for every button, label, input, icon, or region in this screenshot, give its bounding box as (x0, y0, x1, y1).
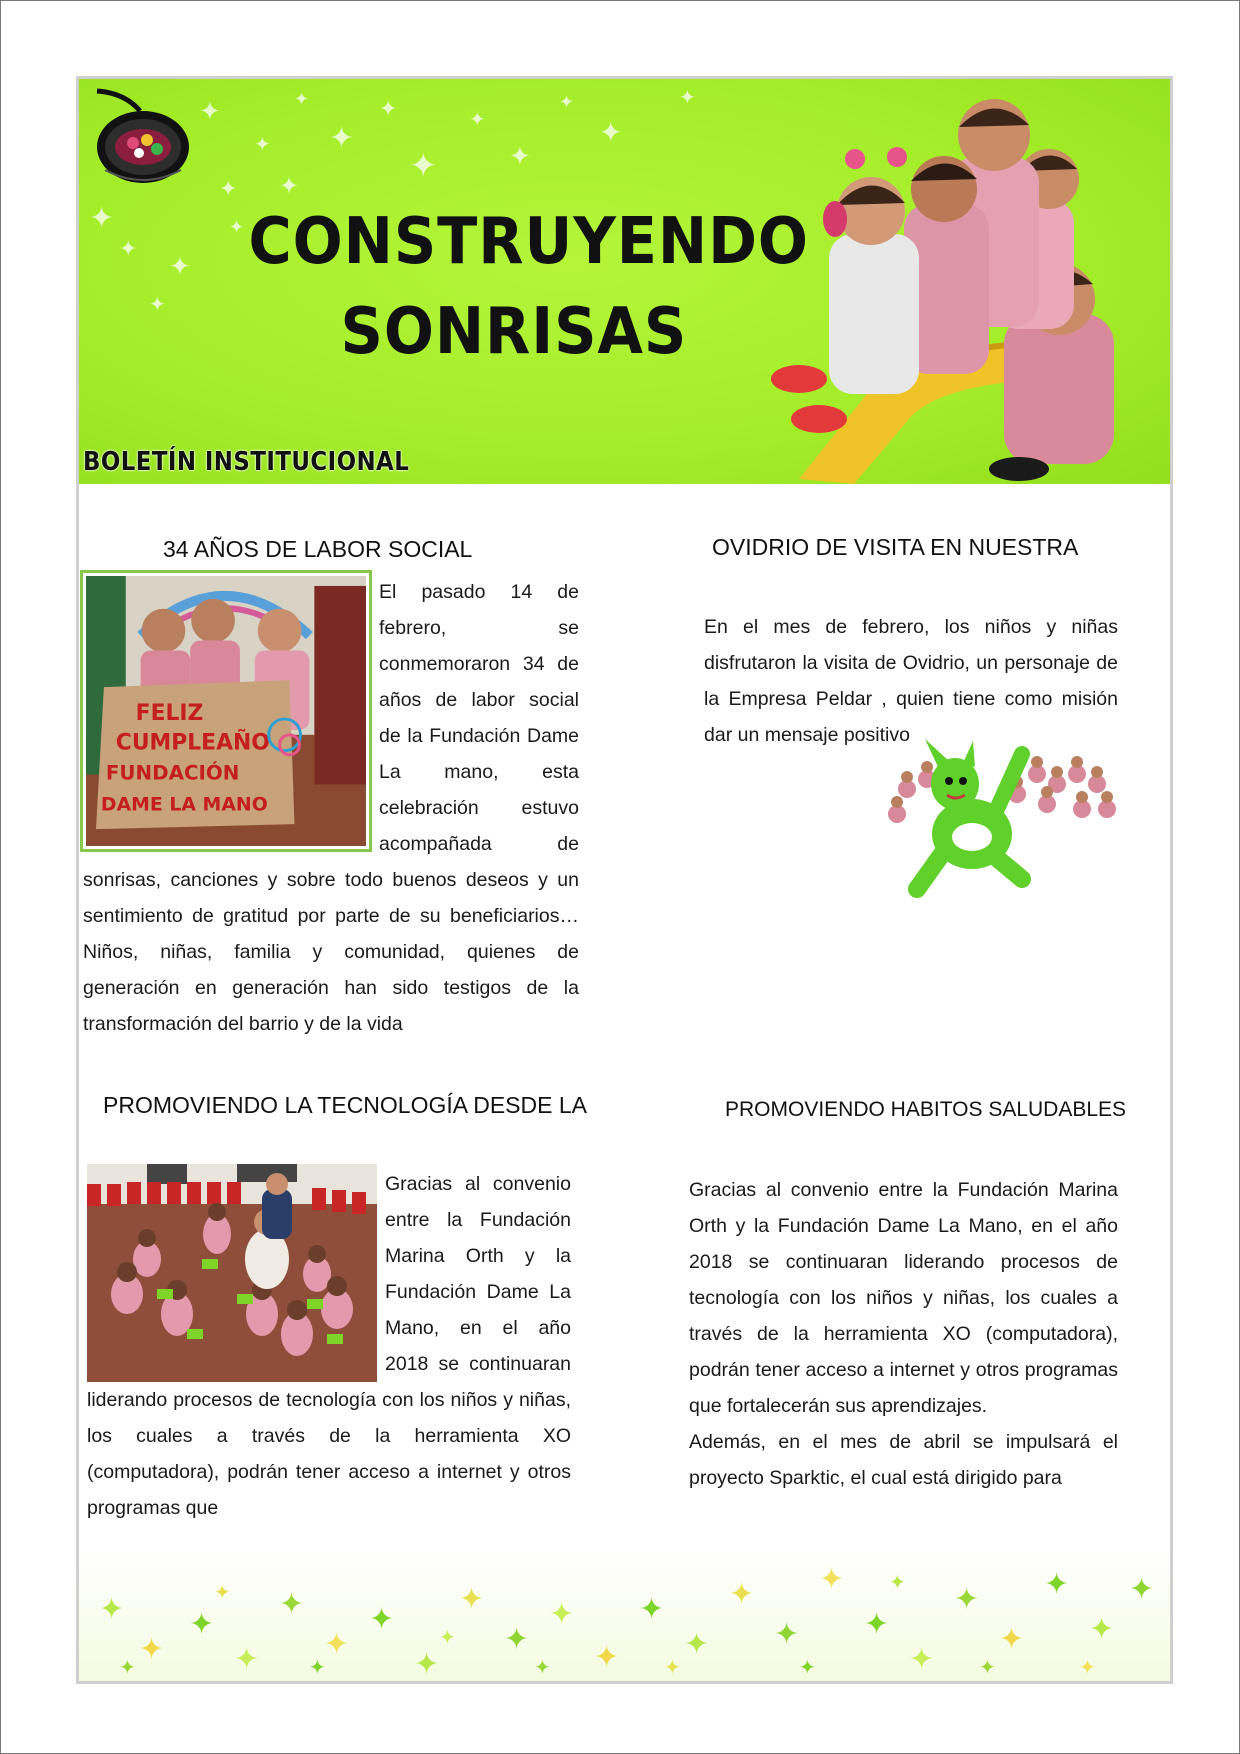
svg-text:✦: ✦ (799, 1655, 816, 1679)
article-text-ovidrio (704, 609, 1118, 753)
svg-text:✦: ✦ (279, 1587, 305, 1622)
banner-title-line-1: CONSTRUYENDO (248, 205, 809, 279)
svg-text:✦: ✦ (139, 1632, 165, 1667)
leaf-icon: ✦ (509, 142, 531, 172)
svg-text:✦: ✦ (504, 1622, 530, 1657)
svg-text:✦: ✦ (664, 1655, 681, 1679)
newsletter-sheet (76, 76, 1173, 1684)
leaf-icon: ✦ (219, 177, 238, 202)
leaf-icon: ✦ (469, 107, 486, 131)
svg-text:✦: ✦ (459, 1582, 485, 1617)
svg-text:✦: ✦ (889, 1570, 906, 1594)
article-heading-labor-social: 34 AÑOS DE LABOR SOCIAL (163, 536, 473, 562)
svg-text:✦: ✦ (684, 1627, 710, 1662)
svg-text:✦: ✦ (594, 1640, 620, 1675)
header-banner (79, 79, 1170, 484)
svg-text:✦: ✦ (119, 1655, 136, 1679)
leaf-icon: ✦ (409, 146, 438, 186)
sign-line-1: FELIZ (135, 700, 204, 726)
svg-text:✦: ✦ (774, 1617, 800, 1652)
tecnologia-paragraph: Gracias al convenio entre la Fundación Marina Orth y la Fundación Dame La Mano, en el año 2018 se continuaran liderando procesos de tecnología con los niños y niñas, los cuales a través de la herramienta XO (computadora), podrán tener acceso a internet y otros programas que (87, 1166, 571, 1526)
svg-text:✦: ✦ (954, 1582, 980, 1617)
svg-text:✦: ✦ (189, 1607, 215, 1642)
svg-text:✦: ✦ (1129, 1572, 1155, 1607)
leaf-icon: ✦ (149, 292, 166, 316)
svg-text:✦: ✦ (214, 1580, 231, 1604)
svg-text:✦: ✦ (909, 1642, 935, 1677)
article-heading-habitos: PROMOVIENDO HABITOS SALUDABLES (725, 1098, 1127, 1121)
ovidrio-paragraph: En el mes de febrero, los niños y niñas disfrutaron la visita de Ovidrio, un personaje de la Empresa Peldar , quien tiene como misión dar un mensaje positivo (704, 616, 1118, 746)
banner-subtitle: BOLETÍN INSTITUCIONAL (83, 447, 410, 477)
leaf-icon: ✦ (89, 201, 115, 236)
text-wrap-spacer (87, 1166, 385, 1382)
labor-social-paragraph: El pasado 14 de febrero, se conmemoraron 34 de años de labor social de la Fundación Dame La mano, esta celebración estuvo acompañada de sonrisas, canciones y sobre todo buenos deseos y un sentimiento de gratitud por parte de su beneficiarios… Niños, niñas, familia y comunidad, quienes de generación en generación han sido testigos de la transformación del barrio y de la vida (83, 574, 579, 1042)
svg-text:✦: ✦ (729, 1577, 755, 1612)
leaf-icon: ✦ (329, 121, 355, 156)
svg-text:✦: ✦ (819, 1562, 845, 1597)
svg-text:✦: ✦ (1079, 1655, 1096, 1679)
article-heading-ovidrio: OVIDRIO DE VISITA EN NUESTRA (712, 534, 1079, 560)
svg-text:✦: ✦ (864, 1607, 890, 1642)
sign-line-2: CUMPLEAÑO (115, 730, 270, 756)
svg-text:✦: ✦ (1089, 1612, 1115, 1647)
leaf-icon: ✦ (199, 97, 221, 127)
children-on-slide-photo (759, 79, 1170, 484)
article-text-labor-social (83, 574, 579, 1042)
banner-title-line-2: SONRISAS (340, 295, 688, 369)
svg-text:✦: ✦ (534, 1655, 551, 1679)
svg-text:✦: ✦ (99, 1592, 125, 1627)
text-wrap-spacer (83, 574, 379, 862)
article-text-tecnologia (87, 1166, 571, 1526)
svg-text:✦: ✦ (999, 1622, 1025, 1657)
leaf-icon: ✦ (254, 132, 271, 156)
leaf-icon: ✦ (279, 172, 300, 200)
footer-leaves-decoration (79, 1549, 1170, 1681)
leaf-icon: ✦ (169, 252, 191, 282)
svg-text:✦: ✦ (439, 1625, 456, 1649)
habitos-paragraph-1: Gracias al convenio entre la Fundación Marina Orth y la Fundación Dame La Mano, en el año 2018 se continuaran liderando procesos de tecnología con los niños y niñas, los cuales a través de la herramienta XO (computadora), podrán tener acceso a internet y otros programas que fortalecerán sus aprendizajes. (689, 1179, 1118, 1417)
foundation-logo-icon (85, 85, 195, 195)
article-heading-tecnologia: PROMOVIENDO LA TECNOLOGÍA DESDE LA (103, 1092, 587, 1118)
svg-text:✦: ✦ (324, 1627, 350, 1662)
svg-text:✦: ✦ (639, 1592, 665, 1627)
habitos-paragraph-2: Además, en el mes de abril se impulsará el proyecto Sparktic, el cual está dirigido para (689, 1431, 1118, 1489)
svg-text:✦: ✦ (234, 1642, 260, 1677)
leaf-icon: ✦ (599, 116, 623, 149)
sign-line-4: DAME LA MANO (100, 793, 268, 816)
sign-line-3: FUNDACIÓN (105, 761, 240, 785)
svg-text:✦: ✦ (979, 1655, 996, 1679)
leaf-icon: ✦ (294, 89, 310, 110)
leaf-icon: ✦ (379, 97, 398, 122)
svg-text:✦: ✦ (309, 1655, 326, 1679)
leaf-icon: ✦ (119, 237, 138, 262)
ovidrio-mascot-photo (887, 739, 1117, 899)
leaf-icon: ✦ (679, 85, 696, 109)
leaf-icon: ✦ (229, 217, 245, 238)
svg-text:✦: ✦ (369, 1602, 395, 1637)
leaf-icon: ✦ (559, 92, 575, 113)
article-text-habitos (689, 1172, 1118, 1496)
svg-text:✦: ✦ (1044, 1567, 1070, 1602)
svg-text:✦: ✦ (549, 1597, 575, 1632)
svg-text:✦: ✦ (414, 1647, 440, 1681)
